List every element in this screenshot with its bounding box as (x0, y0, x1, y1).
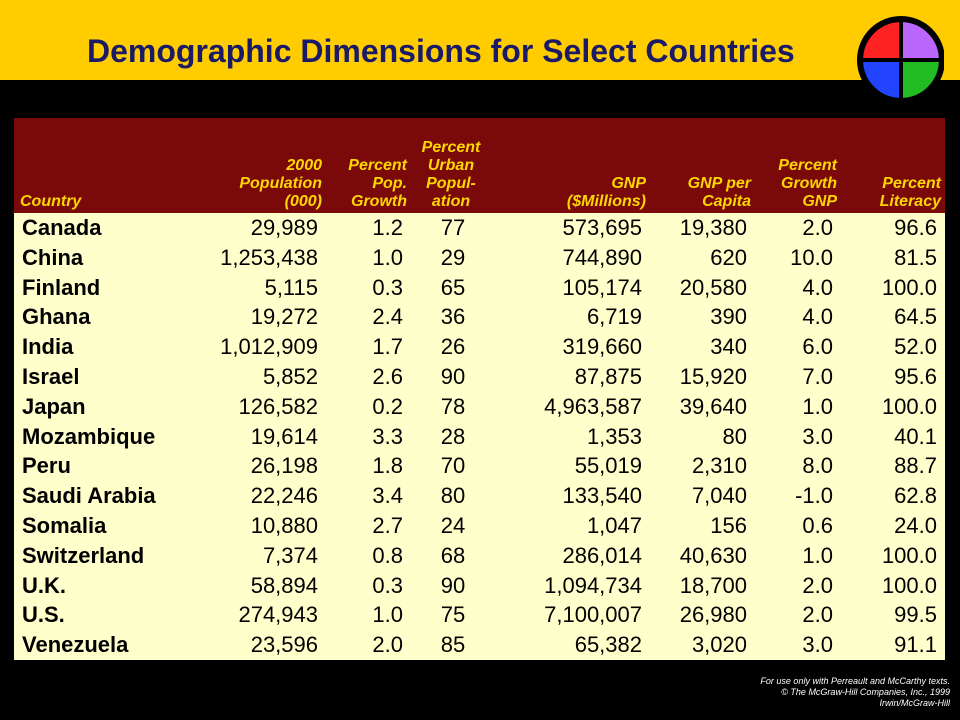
cell-gnp: 65,382 (495, 630, 650, 660)
cell-literacy: 88.7 (841, 451, 945, 481)
header-country: Country (14, 118, 186, 213)
cell-gnp-growth: -1.0 (755, 481, 841, 511)
cell-gnp-growth: 0.6 (755, 511, 841, 541)
cell-urban: 80 (411, 481, 495, 511)
table-row (14, 243, 945, 273)
cell-gnp: 319,660 (495, 332, 650, 362)
cell-urban: 85 (411, 630, 495, 660)
table-row (14, 541, 945, 571)
cell-country: Somalia (14, 511, 186, 541)
cell-gnp: 55,019 (495, 451, 650, 481)
cell-country: Finland (14, 273, 186, 303)
table-row (14, 630, 945, 660)
cell-gnp-per-capita: 3,020 (650, 630, 755, 660)
cell-urban: 75 (411, 600, 495, 630)
footer-line-publisher: Irwin/McGraw-Hill (879, 698, 950, 708)
cell-gnp: 105,174 (495, 273, 650, 303)
cell-population: 5,852 (186, 362, 326, 392)
header-pop-growth: Percent Pop. Growth (326, 118, 411, 213)
cell-gnp-per-capita: 156 (650, 511, 755, 541)
cell-pop-growth: 2.4 (326, 302, 411, 332)
cell-urban: 28 (411, 422, 495, 452)
header-literacy: Percent Literacy (841, 118, 945, 213)
cell-literacy: 100.0 (841, 541, 945, 571)
cell-gnp-per-capita: 340 (650, 332, 755, 362)
table-body (14, 213, 945, 660)
cell-urban: 70 (411, 451, 495, 481)
cell-country: Saudi Arabia (14, 481, 186, 511)
cell-population: 22,246 (186, 481, 326, 511)
footer-line-copyright: © The McGraw-Hill Companies, Inc., 1999 (781, 687, 950, 697)
cell-country: U.K. (14, 571, 186, 601)
cell-gnp-growth: 4.0 (755, 302, 841, 332)
cell-pop-growth: 1.2 (326, 213, 411, 243)
cell-population: 1,012,909 (186, 332, 326, 362)
table-row (14, 213, 945, 243)
cell-urban: 29 (411, 243, 495, 273)
cell-gnp-per-capita: 2,310 (650, 451, 755, 481)
cell-gnp: 1,353 (495, 422, 650, 452)
cell-gnp-growth: 1.0 (755, 541, 841, 571)
cell-population: 7,374 (186, 541, 326, 571)
cell-gnp-growth: 8.0 (755, 451, 841, 481)
cell-gnp-per-capita: 26,980 (650, 600, 755, 630)
cell-gnp: 573,695 (495, 213, 650, 243)
cell-literacy: 96.6 (841, 213, 945, 243)
cell-population: 1,253,438 (186, 243, 326, 273)
cell-gnp-per-capita: 19,380 (650, 213, 755, 243)
table-row (14, 362, 945, 392)
cell-gnp-growth: 7.0 (755, 362, 841, 392)
header-gnp: GNP ($Millions) (495, 118, 650, 213)
cell-urban: 90 (411, 571, 495, 601)
cell-literacy: 100.0 (841, 392, 945, 422)
cell-population: 26,198 (186, 451, 326, 481)
cell-population: 5,115 (186, 273, 326, 303)
cell-gnp-per-capita: 80 (650, 422, 755, 452)
cell-gnp-growth: 4.0 (755, 273, 841, 303)
table-row (14, 481, 945, 511)
cell-literacy: 99.5 (841, 600, 945, 630)
cell-country: China (14, 243, 186, 273)
cell-pop-growth: 0.3 (326, 571, 411, 601)
cell-country: Ghana (14, 302, 186, 332)
cell-gnp-growth: 1.0 (755, 392, 841, 422)
cell-country: Canada (14, 213, 186, 243)
cell-population: 58,894 (186, 571, 326, 601)
cell-gnp: 286,014 (495, 541, 650, 571)
cell-gnp-per-capita: 20,580 (650, 273, 755, 303)
cell-gnp: 87,875 (495, 362, 650, 392)
cell-gnp: 7,100,007 (495, 600, 650, 630)
table-row (14, 571, 945, 601)
cell-pop-growth: 0.8 (326, 541, 411, 571)
cell-pop-growth: 2.0 (326, 630, 411, 660)
cell-pop-growth: 3.4 (326, 481, 411, 511)
cell-literacy: 100.0 (841, 571, 945, 601)
cell-urban: 36 (411, 302, 495, 332)
cell-population: 126,582 (186, 392, 326, 422)
cell-literacy: 64.5 (841, 302, 945, 332)
footer-line-usage: For use only with Perreault and McCarthy texts. (760, 676, 950, 686)
demographics-table-container (14, 118, 945, 659)
cell-gnp: 1,047 (495, 511, 650, 541)
cell-gnp-per-capita: 620 (650, 243, 755, 273)
cell-country: U.S. (14, 600, 186, 630)
cell-country: Mozambique (14, 422, 186, 452)
cell-gnp: 1,094,734 (495, 571, 650, 601)
cell-gnp-per-capita: 18,700 (650, 571, 755, 601)
cell-gnp: 6,719 (495, 302, 650, 332)
table-row (14, 392, 945, 422)
table-row (14, 511, 945, 541)
cell-urban: 68 (411, 541, 495, 571)
cell-country: Peru (14, 451, 186, 481)
cell-literacy: 62.8 (841, 481, 945, 511)
demographics-table (14, 118, 945, 660)
cell-country: Israel (14, 362, 186, 392)
cell-gnp-growth: 2.0 (755, 600, 841, 630)
cell-gnp-growth: 6.0 (755, 332, 841, 362)
cell-population: 29,989 (186, 213, 326, 243)
header-gnp-growth: Percent Growth GNP (755, 118, 841, 213)
table-row (14, 600, 945, 630)
cell-gnp-growth: 3.0 (755, 422, 841, 452)
cell-literacy: 24.0 (841, 511, 945, 541)
cell-gnp: 133,540 (495, 481, 650, 511)
cell-country: Venezuela (14, 630, 186, 660)
cell-literacy: 95.6 (841, 362, 945, 392)
cell-population: 274,943 (186, 600, 326, 630)
cell-population: 23,596 (186, 630, 326, 660)
cell-urban: 65 (411, 273, 495, 303)
cell-urban: 26 (411, 332, 495, 362)
slide-title: Demographic Dimensions for Select Countries (87, 33, 795, 69)
cell-country: Japan (14, 392, 186, 422)
cell-pop-growth: 0.3 (326, 273, 411, 303)
cell-gnp-growth: 2.0 (755, 213, 841, 243)
cell-pop-growth: 1.0 (326, 600, 411, 630)
cell-population: 19,614 (186, 422, 326, 452)
cell-urban: 77 (411, 213, 495, 243)
cell-literacy: 91.1 (841, 630, 945, 660)
cell-gnp: 744,890 (495, 243, 650, 273)
cell-pop-growth: 1.0 (326, 243, 411, 273)
cell-literacy: 100.0 (841, 273, 945, 303)
table-row (14, 332, 945, 362)
cell-gnp-per-capita: 15,920 (650, 362, 755, 392)
header-urban-population: Percent Urban Popul- ation (411, 118, 495, 213)
table-row (14, 422, 945, 452)
cell-gnp-per-capita: 7,040 (650, 481, 755, 511)
table-row (14, 302, 945, 332)
table-row (14, 273, 945, 303)
cell-urban: 90 (411, 362, 495, 392)
cell-population: 19,272 (186, 302, 326, 332)
cell-literacy: 81.5 (841, 243, 945, 273)
cell-literacy: 40.1 (841, 422, 945, 452)
cell-pop-growth: 0.2 (326, 392, 411, 422)
cell-pop-growth: 2.7 (326, 511, 411, 541)
header-population: 2000 Population (000) (186, 118, 326, 213)
cell-pop-growth: 1.7 (326, 332, 411, 362)
copyright-footer (760, 676, 950, 709)
cell-country: India (14, 332, 186, 362)
cell-gnp-per-capita: 40,630 (650, 541, 755, 571)
cell-pop-growth: 3.3 (326, 422, 411, 452)
cell-gnp-growth: 3.0 (755, 630, 841, 660)
cell-gnp-growth: 10.0 (755, 243, 841, 273)
cell-gnp-growth: 2.0 (755, 571, 841, 601)
table-row (14, 451, 945, 481)
cell-pop-growth: 1.8 (326, 451, 411, 481)
cell-gnp: 4,963,587 (495, 392, 650, 422)
header-gnp-per-capita: GNP per Capita (650, 118, 755, 213)
cell-gnp-per-capita: 39,640 (650, 392, 755, 422)
cell-pop-growth: 2.6 (326, 362, 411, 392)
cell-gnp-per-capita: 390 (650, 302, 755, 332)
four-color-wheel-icon (856, 12, 944, 106)
cell-urban: 24 (411, 511, 495, 541)
cell-urban: 78 (411, 392, 495, 422)
cell-country: Switzerland (14, 541, 186, 571)
cell-population: 10,880 (186, 511, 326, 541)
cell-literacy: 52.0 (841, 332, 945, 362)
header-row (14, 118, 945, 213)
